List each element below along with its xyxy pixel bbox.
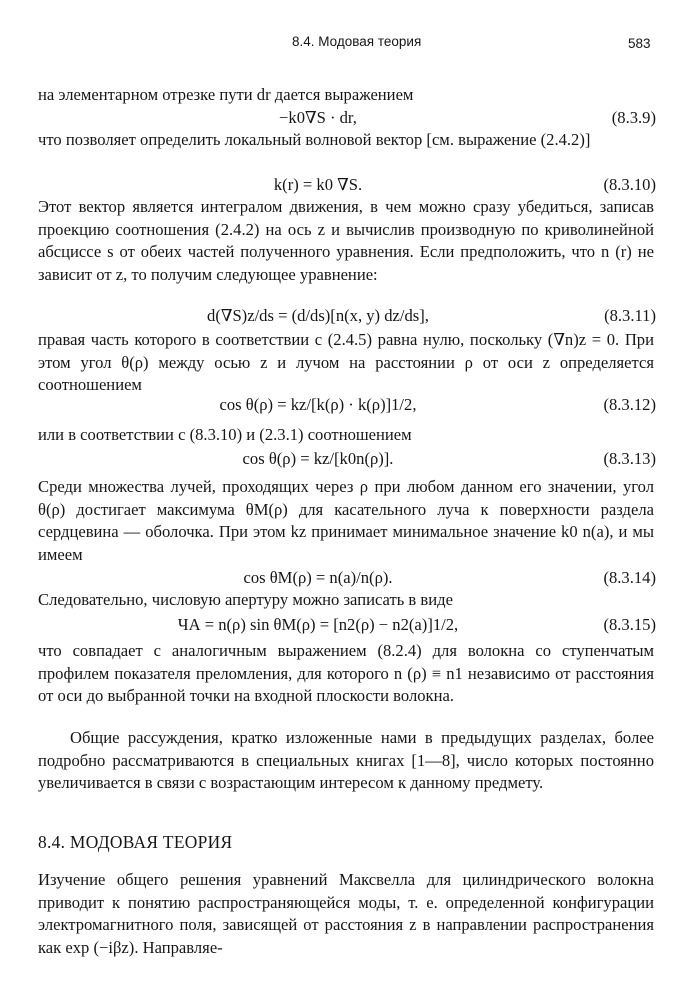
text-block: что совпадает с аналогичным выражением (8.2.4) для волокна со ступенчатым профилем показателя преломления, для которого n (ρ) ≡ n1 независимо от расстояния от оси до выбранной точки на входной плоскости волокна. <box>38 641 654 706</box>
paragraph-1 <box>38 84 654 107</box>
paragraph-9 <box>38 727 654 795</box>
equation-formula: cos θ(ρ) = kz/[k0n(ρ)]. <box>242 449 394 468</box>
equation-formula: cos θ(ρ) = kz/[k(ρ) · k(ρ)]1/2, <box>219 395 417 414</box>
text-block: Этот вектор является интегралом движения, в чем можно сразу убедиться, записав проекцию соотношения (2.4.2) на ось z и вычислив производную по криволинейной абсциссе s от обеих частей полученного уравнения. Если предположить, что n (r) не зависит от z, то получим следующее уравнение: <box>38 197 654 284</box>
equation-number: (8.3.13) <box>603 449 656 468</box>
paragraph-4 <box>38 329 654 397</box>
equation-formula: ЧА = n(ρ) sin θM(ρ) = [n2(ρ) − n2(a)]1/2, <box>177 615 459 634</box>
text-block: Общие рассуждения, кратко изложенные нами в предыдущих разделах, более подробно рассматриваются в специальных книгах [1—8], число которых постоянно увеличивается в связи с возрастающим интересом к данному предмету. <box>38 728 654 793</box>
equation-formula: −k0∇S · dr, <box>279 108 357 127</box>
equation-formula: d(∇S)z/ds = (d/ds)[n(x, y) dz/ds], <box>207 306 429 325</box>
text-line: на элементарном отрезке пути dr дается выражением <box>38 85 414 104</box>
equation-number: (8.3.15) <box>603 615 656 634</box>
text-line: что позволяет определить локальный волновой вектор [см. выражение (2.4.2)] <box>38 130 591 149</box>
equation-8-3-10 <box>38 173 656 197</box>
page-number: 583 <box>628 36 651 51</box>
equation-number: (8.3.10) <box>603 175 656 194</box>
paragraph-5 <box>38 424 654 447</box>
equation-8-3-14 <box>38 566 656 590</box>
equation-8-3-13 <box>38 447 656 471</box>
equation-number: (8.3.9) <box>611 108 656 127</box>
paragraph-3 <box>38 196 654 286</box>
equation-8-3-12 <box>38 393 656 417</box>
text-line: Следовательно, числовую апертуру можно записать в виде <box>38 590 453 609</box>
paragraph-8 <box>38 640 654 708</box>
text-block: правая часть которого в соответствии с (2.4.5) равна нулю, поскольку (∇n)z = 0. При этом угол θ(ρ) между осью z и лучом на расстоянии ρ от оси z определяется соотношением <box>38 330 654 395</box>
equation-number: (8.3.12) <box>603 395 656 414</box>
equation-formula: cos θM(ρ) = n(a)/n(ρ). <box>243 568 393 587</box>
page-header <box>0 34 696 54</box>
equation-number: (8.3.14) <box>603 568 656 587</box>
equation-8-3-9 <box>38 106 656 130</box>
equation-number: (8.3.11) <box>604 306 656 325</box>
paragraph-6 <box>38 476 654 566</box>
running-title: 8.4. Модовая теория <box>292 34 422 49</box>
text-block: Изучение общего решения уравнений Максвелла для цилиндрического волокна приводит к понятию распространяющейся моды, т. е. определенной конфигурации электромагнитного поля, зависящей от расстояния z в направлении распространения как exp (−iβz). Направляе- <box>38 870 654 957</box>
paragraph-10 <box>38 869 654 959</box>
text-line: или в соответствии с (8.3.10) и (2.3.1) соотношением <box>38 425 412 444</box>
equation-8-3-11 <box>38 304 656 328</box>
text-block: Среди множества лучей, проходящих через ρ при любом данном его значении, угол θ(ρ) достигает максимума θM(ρ) для касательного луча к поверхности раздела сердцевина — оболочка. При этом kz принимает минимальное значение k0 n(a), и мы имеем <box>38 477 654 564</box>
paragraph-7 <box>38 589 654 612</box>
section-title: 8.4. МОДОВАЯ ТЕОРИЯ <box>38 832 233 852</box>
paragraph-2 <box>38 129 654 152</box>
equation-8-3-15 <box>38 613 656 637</box>
equation-formula: k(r) = k0 ∇S. <box>273 175 363 194</box>
